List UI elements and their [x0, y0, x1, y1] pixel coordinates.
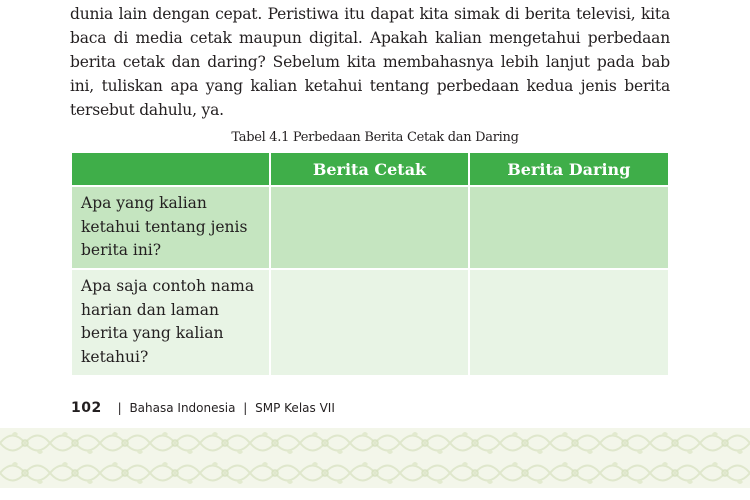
footer-separator: | — [243, 401, 248, 415]
header-berita-cetak: Berita Cetak — [270, 153, 468, 186]
ornament-pattern-icon — [0, 428, 750, 488]
table-header-row — [72, 153, 668, 186]
table-caption: Tabel 4.1 Perbedaan Berita Cetak dan Daring — [231, 130, 519, 145]
header-berita-daring: Berita Daring — [469, 153, 668, 186]
paragraph-line: berita cetak dan daring? Sebelum kita membahasnya lebih lanjut pada bab — [70, 53, 670, 71]
table-row — [72, 269, 668, 375]
paragraph-line: tersebut dahulu, ya. — [70, 101, 224, 119]
daring-answer-cell — [469, 269, 668, 375]
paragraph-line: dunia lain dengan cepat. Peristiwa itu dapat kita simak di berita televisi, kita — [70, 5, 670, 23]
header-empty-cell — [72, 153, 270, 186]
comparison-table — [72, 153, 668, 375]
row-question: Apa yang kalian ketahui tentang jenis berita ini? — [72, 186, 270, 269]
paragraph-line: ini, tuliskan apa yang kalian ketahui tentang perbedaan kedua jenis berita — [70, 77, 670, 95]
footer-separator: | — [117, 401, 122, 415]
page-number: 102 — [71, 400, 102, 416]
row-question: Apa saja contoh nama harian dan laman berita yang kalian ketahui? — [72, 269, 270, 375]
paragraph-line: baca di media cetak maupun digital. Apakah kalian mengetahui perbedaan — [70, 29, 670, 47]
table-row — [72, 186, 668, 269]
daring-answer-cell — [469, 186, 668, 269]
body-paragraph — [70, 2, 670, 122]
decorative-ornament-band — [0, 428, 750, 488]
footer-subject: Bahasa Indonesia — [129, 401, 236, 415]
cetak-answer-cell — [270, 269, 468, 375]
footer-grade: SMP Kelas VII — [255, 401, 335, 415]
cetak-answer-cell — [270, 186, 468, 269]
page-footer — [71, 400, 335, 416]
